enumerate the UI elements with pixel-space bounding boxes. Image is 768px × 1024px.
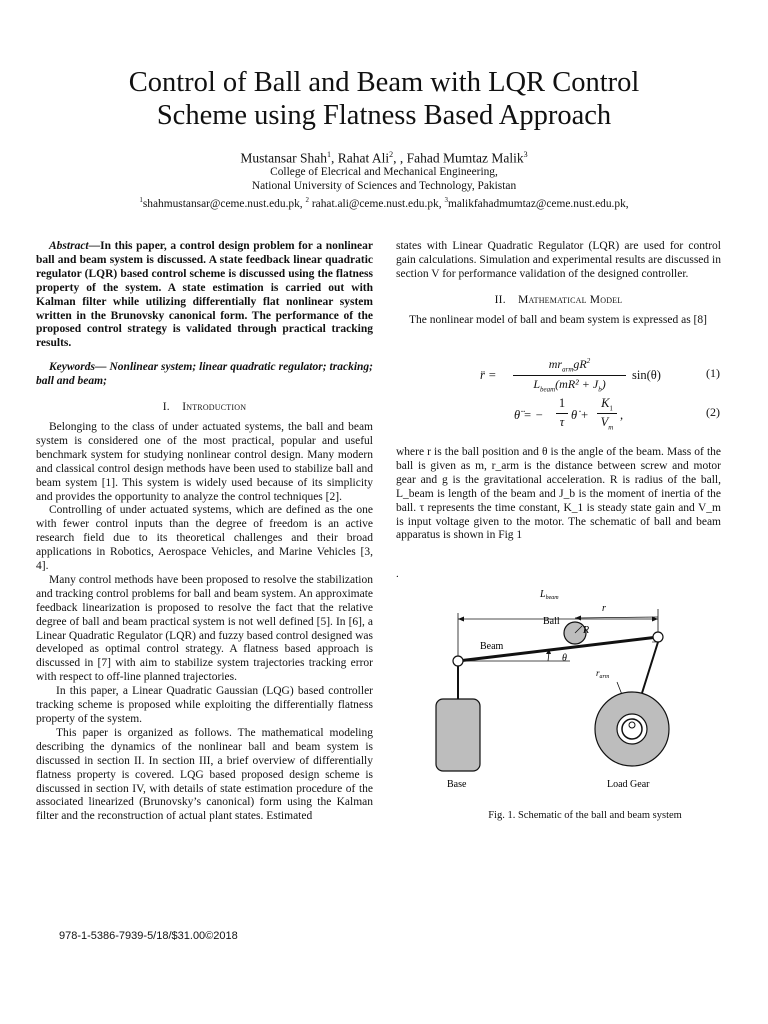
equation-1 xyxy=(480,357,725,397)
eq1-rhs: sin(θ) xyxy=(632,368,661,382)
author-2-sup: 2 xyxy=(389,150,394,159)
intro-paragraph-2: Controlling of under actuated systems, which are defined as the one with fewer control inputs than the degree of freedom is an active research field due to its theoretical challenges and their broad applications in Robotics, Aerospace Vehicles, and Marine Vehicles [3, 4]. xyxy=(36,504,373,573)
title-line-1: Control of Ball and Beam with LQR Control xyxy=(128,67,640,98)
eq2-mid: θ̇ + xyxy=(571,408,589,422)
eq2-f1-den: τ xyxy=(559,415,565,429)
right-column xyxy=(396,240,721,328)
ball-label: Ball xyxy=(543,616,560,627)
eq2-f2-den-sub: m xyxy=(608,423,614,432)
section-1-number: I. xyxy=(162,401,170,414)
model-description: where r is the ball position and θ is the angle of the beam. Mass of the ball is given as m, r_arm is the distance between screw and motor gear and g is the gravitational acceleration. R is radius of the ball, L_beam is length of the beam and J_b is the moment of inertia of the ball. τ represents the time constant, K_1 is steady state gain and V_m is input voltage given to the motor. The schematic of ball and beam apparatus is shown in Fig 1 xyxy=(396,446,721,542)
eq1-den-b: (mR² + J xyxy=(555,377,599,391)
keywords-text: — Nonlinear system; linear quadratic regulator; tracking; ball and beam; xyxy=(36,361,373,388)
eq2-lhs: θ̈ = − xyxy=(514,408,544,422)
l-beam-label: $L_{beam}$ xyxy=(540,589,559,601)
author-1-sup: 1 xyxy=(327,150,331,159)
intro-paragraph-5: This paper is organized as follows. The mathematical modeling describing the dynamics of the nonlinear ball and beam system is discussed in section II. In section III, a brief overview of differentially flatness property is covered. LQG based proposed design scheme is discussed in section IV, with details of state estimation procedure of the associated linearized (Brunovsky’s canonical) form using the Kalman filter and the reconstruction of actual plant states. Estimated xyxy=(36,726,373,823)
email-1-sup: 1 xyxy=(139,196,143,204)
R-label: R xyxy=(583,625,590,636)
eq2-f2-den-a: V xyxy=(600,415,609,429)
intro-paragraph-3: Many control methods have been proposed to resolve the stabilization and tracking control problems for ball and beam system. An approximate feedback linearization is proposed to resolve the fact that the relative degree of ball and beam practical system is not well defined [5]. In [6], a Linear Quadratic Regulator (LQR) and fuzzy based control designed was developed as optimal control strategy. A flatness based approach is discussed in [7] with aim to stabilize system trajectories tracking error with respect to off-line planned trajectories. xyxy=(36,573,373,684)
author-3-sup: 3 xyxy=(523,150,528,159)
eq1-num-b: gR xyxy=(573,357,587,371)
lever-attachment-point xyxy=(629,722,635,728)
right-pivot xyxy=(653,632,663,642)
email-3-sup: 3 xyxy=(444,196,448,204)
eq2-number: (2) xyxy=(706,405,720,419)
eq1-den-a: L xyxy=(533,377,540,391)
load-gear-label: Load Gear xyxy=(607,779,650,790)
left-pivot xyxy=(453,656,463,666)
eq2-f2-num-sub: 1 xyxy=(609,404,613,413)
eq2-f2-den xyxy=(596,415,618,432)
abstract-text: —In this paper, a control design problem for a nonlinear ball and beam system is discussed. A state feedback linear quadratic regulator (LQR) based control scheme is discussed using the flatness property of the system. A state estimation is carried out with Kalman filter while utilizing differentially flat nonlinear system written in the Brunovsky canonical form. The performance of the proposed control strategy is validated through practical tracking results. xyxy=(36,240,373,350)
author-line xyxy=(0,147,768,166)
email-2[interactable]: rahat.ali@ceme.nust.edu.pk, xyxy=(309,197,445,210)
section-2-number: II. xyxy=(494,293,506,306)
r-arrow-left xyxy=(575,616,581,621)
eq1-numerator xyxy=(512,357,627,373)
eq1-den-sub: beam xyxy=(540,385,556,394)
affiliation-line-1: College of Elecrical and Mechanical Engineering, xyxy=(270,166,498,178)
base-label: Base xyxy=(447,779,467,790)
eq2-f1-bar xyxy=(556,413,568,414)
equation-2 xyxy=(514,396,725,434)
eq1-num-sup: 2 xyxy=(586,357,591,365)
copyright-footer: 978-1-5386-7939-5/18/$31.00©2018 xyxy=(59,930,238,942)
abstract xyxy=(36,240,373,351)
left-column xyxy=(36,240,373,824)
r-dimension-line xyxy=(575,617,658,618)
eq2-f1-num: 1 xyxy=(558,396,566,410)
stray-dot: . xyxy=(396,568,399,580)
eq2-f2-bar xyxy=(597,413,617,414)
author-1: Mustansar Shah xyxy=(240,150,327,166)
paper-title xyxy=(0,66,768,132)
eq2-f2-num-a: K xyxy=(601,396,610,410)
eq2-tail: , xyxy=(620,408,624,422)
section-2-heading xyxy=(396,294,721,308)
l-beam-arrow-left xyxy=(458,617,464,622)
eq1-fraction-bar xyxy=(513,375,626,376)
model-intro: The nonlinear model of ball and beam system is expressed as [8] xyxy=(409,313,707,326)
email-1[interactable]: shahmustansar@ceme.nust.edu.pk, xyxy=(142,197,306,210)
section-1-heading xyxy=(36,401,373,415)
intro-paragraph-1: Belonging to the class of under actuated systems, the ball and beam system is considered one of the most practical, popular and useful benchmark system for studying nonlinear control design. Many modern and classical control design methods have been used to stabilize ball and beam system [1]. This system is widely used because of its simplicity and provides the opportunity to analyze the control techniques [2]. xyxy=(36,420,373,503)
intro-paragraph-4: In this paper, a Linear Quadratic Gaussian (LQG) based controller tracking scheme is proposed while exploiting the differentially flatness property of the system. xyxy=(36,685,373,725)
eq2-f2-num xyxy=(596,396,618,413)
abstract-label: Abstract xyxy=(49,240,89,252)
eq1-lhs: r̈ = xyxy=(480,368,497,382)
keywords xyxy=(36,361,373,389)
section-2-title: Mathematical Model xyxy=(518,293,623,306)
r-arm-label: $r_{arm}$ xyxy=(596,668,610,680)
eq1-num-sub: arm xyxy=(562,365,574,374)
section-1-title: Introduction xyxy=(182,401,247,414)
figure-1-caption: Fig. 1. Schematic of the ball and beam system xyxy=(488,810,682,821)
affiliation-emails xyxy=(0,193,768,211)
eq1-num-a: mr xyxy=(548,357,563,371)
email-2-sup: 2 xyxy=(305,196,310,204)
base-block xyxy=(436,699,480,771)
eq1-den-c: ) xyxy=(601,377,606,391)
email-3[interactable]: malikfahadmumtaz@ceme.nust.edu.pk, xyxy=(447,197,629,210)
author-3: , , Fahad Mumtaz Malik xyxy=(393,150,524,166)
r-label: r xyxy=(602,603,606,614)
eq1-denominator xyxy=(512,377,627,393)
ball-beam-schematic xyxy=(420,575,720,805)
right-paragraph-0: states with Linear Quadratic Regulator (LQR) are used for control gain calculations. Simulation and experimental results are discussed in section V for performance validation of the designed controller. xyxy=(396,240,721,280)
beam-label: Beam xyxy=(480,641,504,652)
title-line-2: Scheme using Flatness Based Approach xyxy=(156,100,612,131)
eq1-number: (1) xyxy=(706,366,720,380)
theta-label: θ xyxy=(562,653,567,664)
author-2: , Rahat Ali xyxy=(331,150,390,166)
model-description-block xyxy=(396,446,721,543)
affiliation-line-2: National University of Sciences and Technology, Pakistan xyxy=(251,180,517,192)
keywords-label: Keywords xyxy=(49,361,95,374)
eq1-den-sub2: b xyxy=(598,385,602,394)
